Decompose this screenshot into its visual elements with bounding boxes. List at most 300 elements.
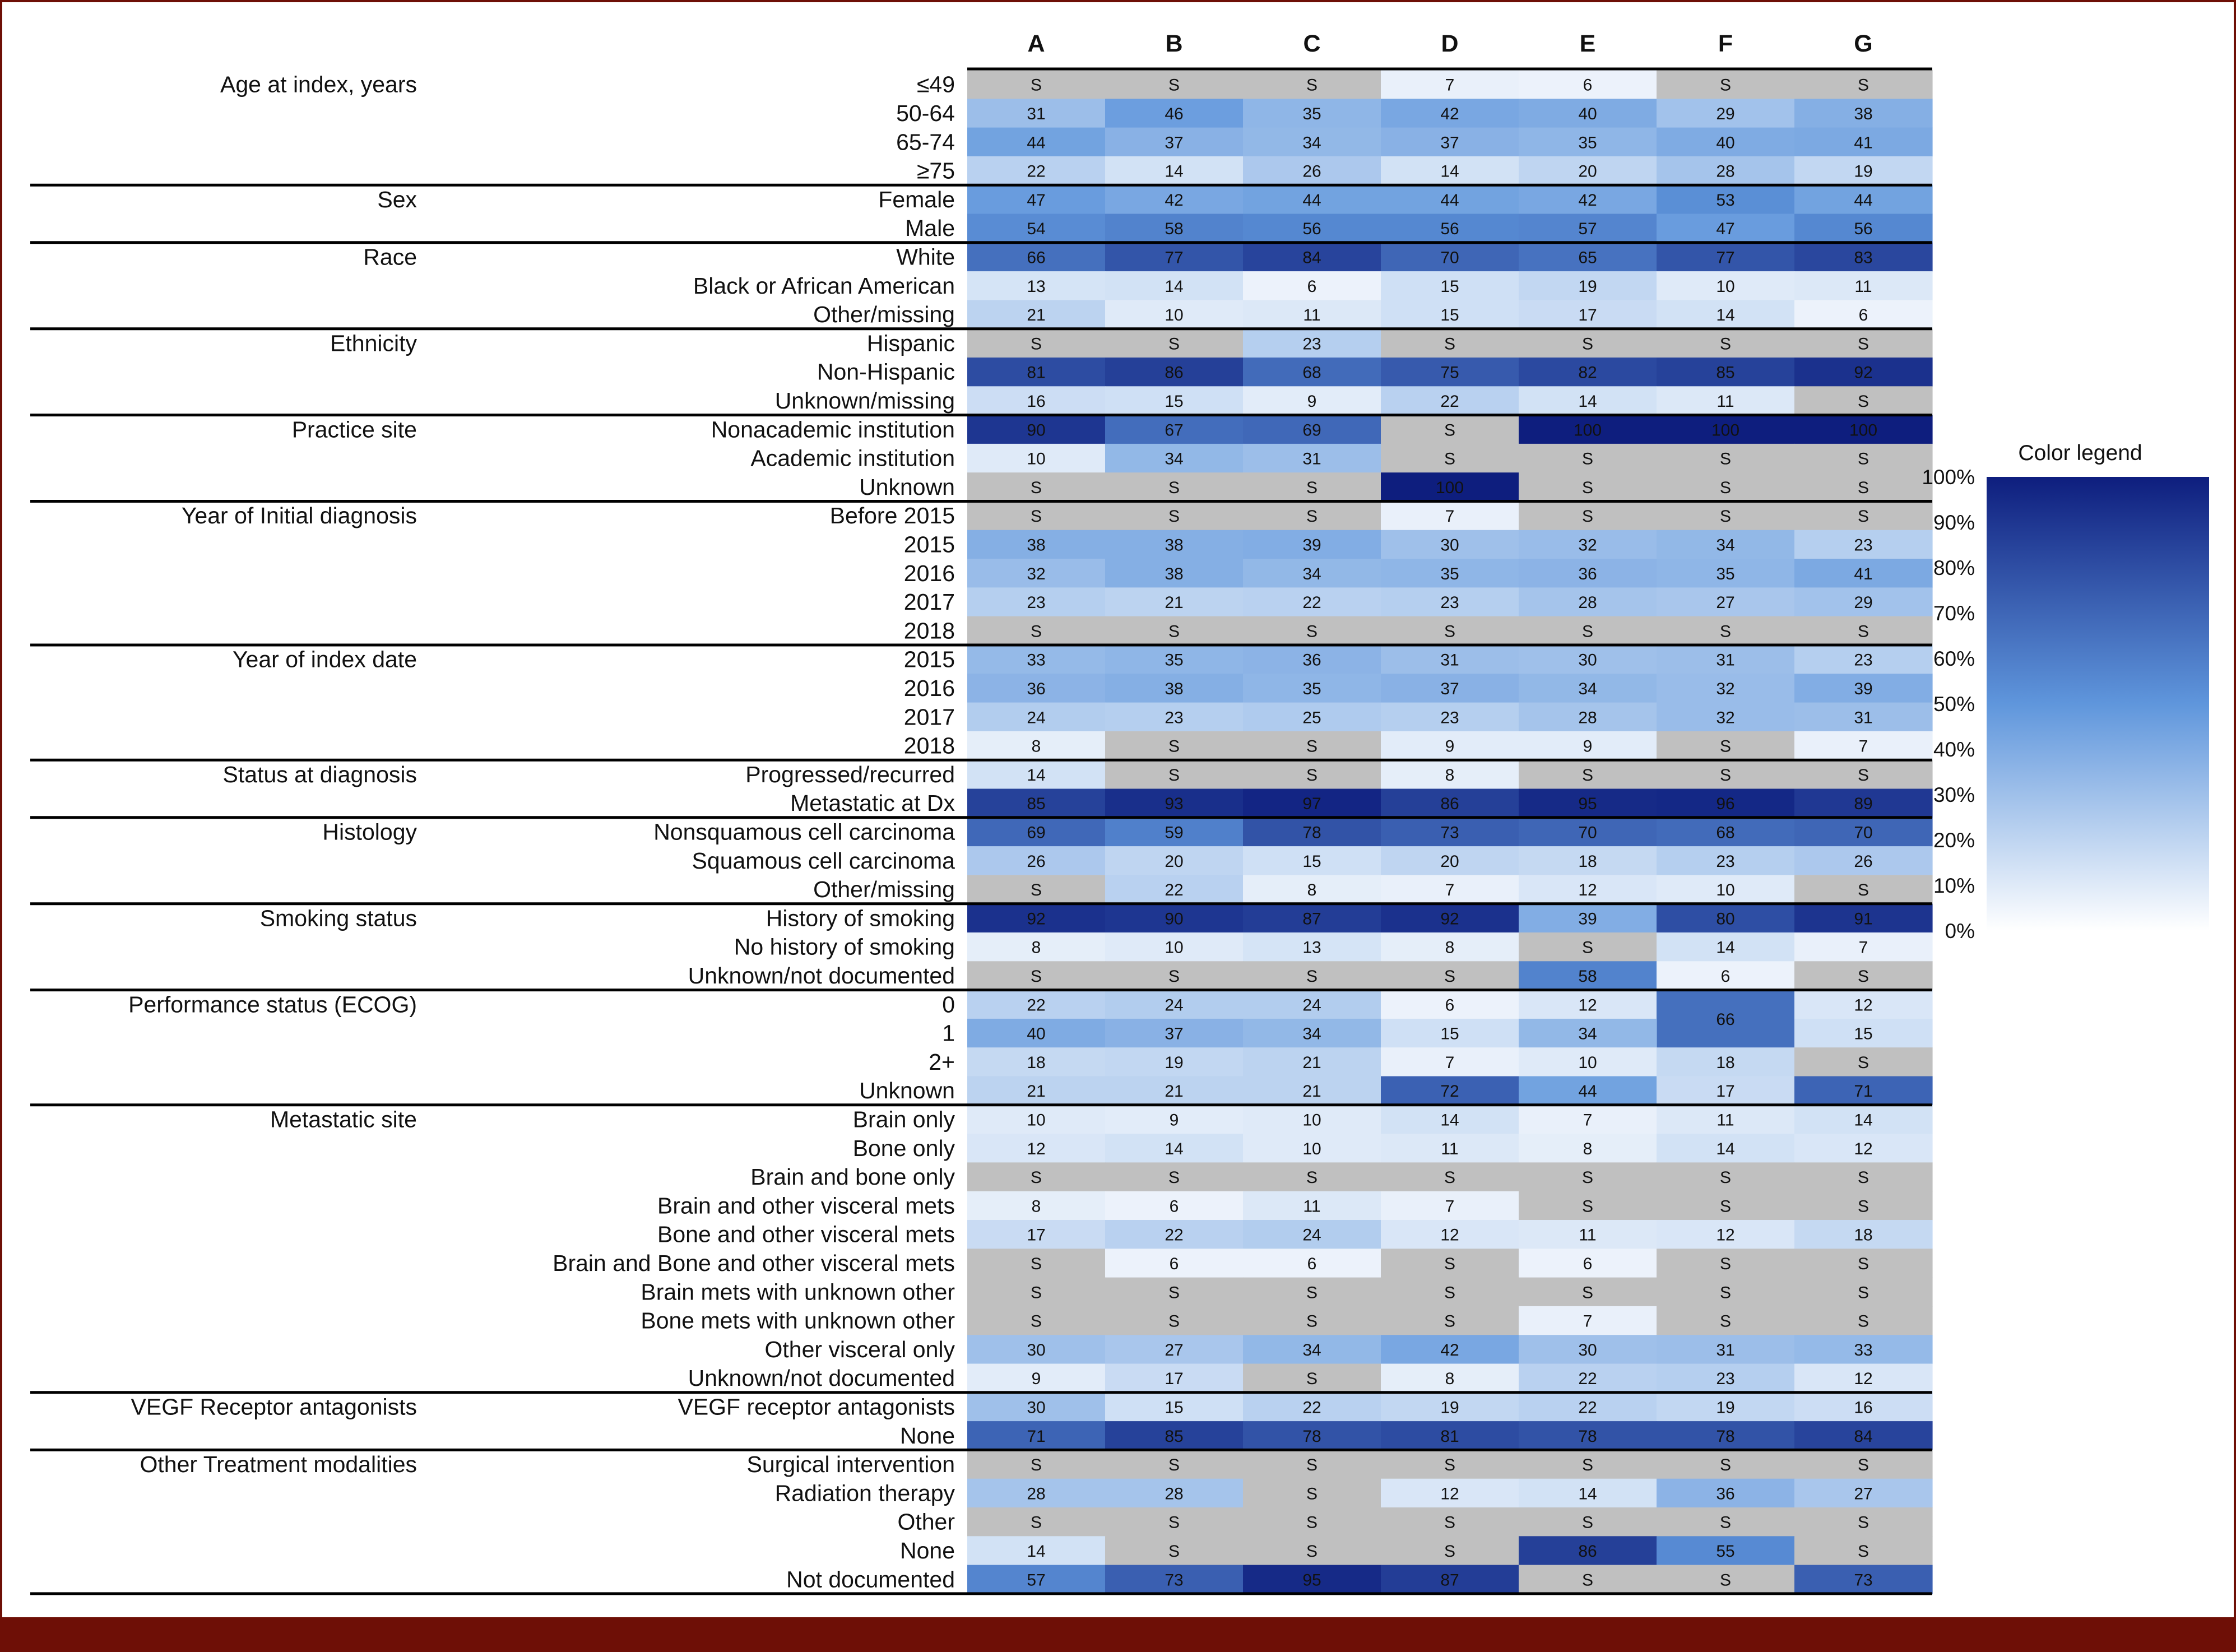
cell-value: 34 — [1165, 449, 1184, 468]
cell-value: 34 — [1578, 1024, 1597, 1043]
cell-value: 40 — [1027, 1024, 1046, 1043]
cell-value: 42 — [1440, 104, 1459, 123]
row-label: Unknown — [859, 1078, 955, 1104]
cell-value: 44 — [1302, 191, 1321, 210]
cell-value: 10 — [1578, 1053, 1597, 1072]
row-label: No history of smoking — [734, 934, 955, 960]
cell-value: S — [1581, 622, 1594, 641]
cell-value: 66 — [1027, 248, 1046, 267]
cell-value: 30 — [1027, 1398, 1046, 1417]
cell-value: S — [1306, 1542, 1318, 1561]
row-label: White — [896, 244, 955, 270]
cell-value: 26 — [1027, 852, 1046, 871]
cell-value: 22 — [1302, 1398, 1321, 1417]
cell-value: 41 — [1854, 133, 1873, 152]
cell-value: S — [1168, 478, 1180, 497]
cell-value: 86 — [1578, 1542, 1597, 1561]
cell-value: 13 — [1027, 277, 1046, 296]
cell-value: S — [1168, 1168, 1180, 1187]
cell-value: 90 — [1027, 421, 1046, 440]
row-label: 2016 — [903, 560, 955, 586]
cell-value: 31 — [1854, 708, 1873, 727]
cell-value: 11 — [1717, 392, 1734, 411]
cell-value: 22 — [1578, 1370, 1597, 1389]
cell-value: 8 — [1445, 938, 1455, 957]
cell-value: S — [1719, 737, 1732, 756]
cell-value: 7 — [1858, 938, 1868, 957]
legend-tick-label: 40% — [1933, 738, 1975, 761]
cell-value: 55 — [1716, 1542, 1735, 1561]
cell-value: 31 — [1027, 104, 1046, 123]
cell-value: 40 — [1578, 104, 1597, 123]
legend-tick-label: 10% — [1933, 874, 1975, 897]
cell-value: 8 — [1307, 881, 1317, 900]
cell-value: 14 — [1716, 306, 1735, 325]
cell-value: 84 — [1302, 248, 1321, 267]
cell-value: 69 — [1302, 421, 1321, 440]
row-label: Academic institution — [750, 445, 955, 471]
cell-value: 65 — [1578, 248, 1597, 267]
cell-value: 6 — [1858, 306, 1868, 325]
cell-value: 36 — [1027, 679, 1046, 698]
row-label: Bone only — [852, 1135, 955, 1161]
cell-value: 75 — [1440, 363, 1459, 382]
row-label: Hispanic — [866, 330, 955, 356]
cell-value: 19 — [1854, 162, 1873, 181]
heatmap-chart — [2, 2, 2236, 1652]
cell-value: 10 — [1302, 1139, 1321, 1158]
cell-value: 12 — [1027, 1139, 1046, 1158]
cell-value: 17 — [1027, 1226, 1046, 1245]
cell-value: 95 — [1578, 795, 1597, 814]
cell-value: 14 — [1716, 1139, 1735, 1158]
cell-value: S — [1168, 737, 1180, 756]
cell-value: 23 — [1440, 593, 1459, 612]
cell-value: 9 — [1307, 392, 1317, 411]
cell-value: 93 — [1165, 795, 1184, 814]
cell-value: 8 — [1031, 1197, 1041, 1216]
cell-value: S — [1306, 1456, 1318, 1475]
cell-value: S — [1857, 335, 1869, 354]
cell-value: S — [1857, 967, 1869, 986]
cell-value: 22 — [1165, 881, 1184, 900]
cell-value: 18 — [1578, 852, 1597, 871]
cell-value: 9 — [1583, 737, 1593, 756]
cell-value: 6 — [1583, 1254, 1593, 1273]
cell-value: 73 — [1440, 823, 1459, 842]
cell-value: S — [1444, 1312, 1456, 1331]
row-label: 2+ — [929, 1048, 955, 1075]
cell-value: S — [1444, 1283, 1456, 1302]
column-header-d: D — [1441, 30, 1459, 57]
cell-value: 38 — [1027, 536, 1046, 555]
cell-value: 56 — [1302, 220, 1321, 239]
cell-value: S — [1030, 478, 1042, 497]
cell-value: 14 — [1165, 1139, 1184, 1158]
cell-value: S — [1030, 1456, 1042, 1475]
cell-value: 68 — [1716, 823, 1735, 842]
cell-value: 78 — [1716, 1427, 1735, 1446]
cell-value: 56 — [1854, 220, 1873, 239]
cell-value: 21 — [1302, 1082, 1321, 1101]
cell-value: 7 — [1445, 881, 1455, 900]
cell-value: S — [1030, 1312, 1042, 1331]
row-label: Black or African American — [693, 272, 955, 299]
cell-value: S — [1581, 1513, 1594, 1532]
cell-value: 28 — [1578, 708, 1597, 727]
cell-value: S — [1168, 622, 1180, 641]
cell-value: 54 — [1027, 220, 1046, 239]
cell-value: S — [1168, 507, 1180, 526]
row-label: Other/missing — [813, 301, 955, 328]
cell-value: 11 — [1579, 1226, 1597, 1245]
cell-value: 22 — [1578, 1398, 1597, 1417]
column-header-g: G — [1854, 30, 1873, 57]
group-label: Year of Initial diagnosis — [181, 503, 417, 529]
cell-value: S — [1857, 1053, 1869, 1072]
cell-value: S — [1168, 1312, 1180, 1331]
row-label: 2016 — [903, 675, 955, 701]
cell-value: S — [1857, 392, 1869, 411]
cell-value: S — [1719, 335, 1732, 354]
cell-value: 84 — [1854, 1427, 1873, 1446]
cell-value: 44 — [1854, 191, 1873, 210]
heatmap-cells — [967, 70, 1933, 1594]
cell-value: S — [1857, 1456, 1869, 1475]
row-label: Bone mets with unknown other — [641, 1307, 955, 1334]
cell-value: 42 — [1165, 191, 1184, 210]
group-label: Histology — [322, 819, 417, 845]
cell-value: 70 — [1440, 248, 1459, 267]
cell-value: 47 — [1716, 220, 1735, 239]
cell-value: S — [1306, 1312, 1318, 1331]
cell-value: 34 — [1716, 536, 1735, 555]
cell-value: S — [1857, 1312, 1869, 1331]
cell-value: 100 — [1435, 478, 1464, 497]
row-label: ≤49 — [916, 71, 955, 98]
cell-value: 85 — [1027, 795, 1046, 814]
cell-value: S — [1581, 1283, 1594, 1302]
cell-value: 7 — [1445, 76, 1455, 95]
cell-value: 83 — [1854, 248, 1873, 267]
cell-value: 13 — [1302, 938, 1321, 957]
row-label: Non-Hispanic — [817, 359, 955, 385]
cell-value: S — [1168, 335, 1180, 354]
legend-tick-label: 20% — [1933, 829, 1975, 852]
cell-value: 7 — [1583, 1111, 1593, 1130]
cell-value: 14 — [1165, 277, 1184, 296]
row-label: Brain and Bone and other visceral mets — [553, 1250, 955, 1276]
cell-value: 92 — [1854, 363, 1873, 382]
cell-value: 6 — [1169, 1254, 1179, 1273]
cell-value: S — [1581, 507, 1594, 526]
cell-value: 11 — [1441, 1139, 1459, 1158]
cell-value: 15 — [1440, 277, 1459, 296]
cell-value: 7 — [1583, 1312, 1593, 1331]
cell-value: S — [1857, 76, 1869, 95]
cell-value: 31 — [1716, 1340, 1735, 1359]
row-label: Surgical intervention — [746, 1451, 955, 1478]
cell-value: S — [1306, 967, 1318, 986]
cell-value: 66 — [1716, 1010, 1735, 1029]
cell-value: 6 — [1169, 1197, 1179, 1216]
cell-value: S — [1444, 1513, 1456, 1532]
cell-value: 58 — [1578, 967, 1597, 986]
group-label: Sex — [377, 186, 417, 212]
cell-value: 56 — [1440, 220, 1459, 239]
cell-value: 86 — [1165, 363, 1184, 382]
cell-value: 80 — [1716, 909, 1735, 929]
row-label: Female — [878, 186, 955, 212]
row-label: History of smoking — [766, 905, 955, 931]
row-label: Other — [897, 1509, 955, 1535]
cell-value: S — [1581, 1168, 1594, 1187]
cell-value: 23 — [1854, 651, 1873, 670]
cell-value: 7 — [1445, 507, 1455, 526]
row-label: Not documented — [786, 1566, 955, 1593]
row-label: VEGF receptor antagonists — [678, 1394, 955, 1420]
cell-value: 25 — [1302, 708, 1321, 727]
cell-value: S — [1857, 765, 1869, 785]
cell-value: S — [1719, 1168, 1732, 1187]
cell-value: 6 — [1720, 967, 1731, 986]
row-label: Nonsquamous cell carcinoma — [653, 819, 955, 845]
cell-value: 39 — [1578, 909, 1597, 929]
cell-value: 27 — [1165, 1340, 1184, 1359]
cell-value: 16 — [1854, 1398, 1873, 1417]
cell-value: S — [1857, 1168, 1869, 1187]
cell-value: 38 — [1165, 564, 1184, 583]
cell-value: S — [1857, 1197, 1869, 1216]
row-label: 2018 — [903, 732, 955, 759]
cell-value: 21 — [1027, 1082, 1046, 1101]
group-label: Ethnicity — [330, 330, 417, 356]
row-label: 2017 — [903, 589, 955, 615]
legend-gradient-bar — [1987, 477, 2209, 931]
legend-tick-label: 80% — [1933, 556, 1975, 579]
cell-value: S — [1306, 507, 1318, 526]
cell-value: S — [1444, 1542, 1456, 1561]
cell-value: 35 — [1165, 651, 1184, 670]
cell-value: 24 — [1027, 708, 1046, 727]
cell-value: 95 — [1302, 1571, 1321, 1590]
cell-value: 8 — [1583, 1139, 1593, 1158]
cell-value: 90 — [1165, 909, 1184, 929]
cell-value: 39 — [1854, 679, 1873, 698]
row-label: None — [899, 1537, 955, 1563]
cell-value: S — [1306, 1283, 1318, 1302]
cell-value: 23 — [1027, 593, 1046, 612]
cell-value: 6 — [1583, 76, 1593, 95]
cell-value: 8 — [1445, 765, 1455, 785]
cell-value: 34 — [1302, 133, 1321, 152]
row-label: Brain mets with unknown other — [641, 1279, 955, 1305]
cell-value: 26 — [1302, 162, 1321, 181]
cell-value: 36 — [1302, 651, 1321, 670]
cell-value: 82 — [1578, 363, 1597, 382]
cell-value: S — [1306, 1484, 1318, 1503]
row-label: 50-64 — [896, 100, 955, 126]
cell-value: 34 — [1578, 679, 1597, 698]
cell-value: S — [1306, 1513, 1318, 1532]
cell-value: 14 — [1440, 1111, 1459, 1130]
cell-value: 12 — [1440, 1226, 1459, 1245]
cell-value: S — [1168, 1542, 1180, 1561]
cell-value: 92 — [1027, 909, 1046, 929]
cell-value: 32 — [1716, 708, 1735, 727]
column-header-c: C — [1303, 30, 1321, 57]
cell-value: 18 — [1027, 1053, 1046, 1072]
cell-value: S — [1581, 449, 1594, 468]
cell-value: 10 — [1716, 277, 1735, 296]
row-label: Before 2015 — [829, 503, 955, 529]
cell-value: 68 — [1302, 363, 1321, 382]
cell-value: 47 — [1027, 191, 1046, 210]
cell-value: 15 — [1854, 1024, 1873, 1043]
cell-value: 10 — [1165, 938, 1184, 957]
group-label: Performance status (ECOG) — [128, 991, 417, 1018]
cell-value: 11 — [1717, 1111, 1734, 1130]
cell-value: S — [1857, 449, 1869, 468]
cell-value: 14 — [1578, 392, 1597, 411]
cell-value: S — [1030, 76, 1042, 95]
row-label: None — [899, 1422, 955, 1449]
cell-value: 23 — [1716, 852, 1735, 871]
cell-value: S — [1030, 1254, 1042, 1273]
cell-value: 87 — [1440, 1571, 1459, 1590]
cell-value: 21 — [1027, 306, 1046, 325]
cell-value: 19 — [1578, 277, 1597, 296]
cell-value: 35 — [1716, 564, 1735, 583]
cell-value: 22 — [1302, 593, 1321, 612]
column-header-e: E — [1579, 30, 1596, 57]
cell-value: 6 — [1307, 1254, 1317, 1273]
cell-value: S — [1719, 622, 1732, 641]
cell-value: S — [1030, 1283, 1042, 1302]
column-headers — [1027, 30, 1872, 57]
cell-value: S — [1306, 478, 1318, 497]
cell-value: S — [1719, 765, 1732, 785]
row-label: 2018 — [903, 618, 955, 644]
column-header-b: B — [1165, 30, 1183, 57]
cell-value: 23 — [1165, 708, 1184, 727]
cell-value: 9 — [1445, 737, 1455, 756]
cell-value: S — [1030, 881, 1042, 900]
cell-value: S — [1444, 1168, 1456, 1187]
group-label: Metastatic site — [270, 1106, 417, 1133]
cell-value: 37 — [1440, 679, 1459, 698]
cell-value: S — [1306, 737, 1318, 756]
cell-value: S — [1444, 335, 1456, 354]
cell-value: S — [1306, 76, 1318, 95]
cell-value: 15 — [1165, 392, 1184, 411]
cell-value: 36 — [1716, 1484, 1735, 1503]
cell-value: 35 — [1440, 564, 1459, 583]
cell-value: 92 — [1440, 909, 1459, 929]
cell-value: S — [1030, 1513, 1042, 1532]
cell-value: 9 — [1031, 1370, 1041, 1389]
cell-value: 22 — [1165, 1226, 1184, 1245]
cell-value: 15 — [1302, 852, 1321, 871]
cell-value: 97 — [1302, 795, 1321, 814]
group-label: Status at diagnosis — [222, 761, 417, 787]
cell-value: 23 — [1302, 335, 1321, 354]
cell-value: 42 — [1578, 191, 1597, 210]
cell-value: 77 — [1716, 248, 1735, 267]
cell-value: 69 — [1027, 823, 1046, 842]
cell-value: S — [1444, 421, 1456, 440]
cell-value: S — [1857, 881, 1869, 900]
cell-value: 40 — [1716, 133, 1735, 152]
row-label: Unknown/not documented — [688, 1365, 955, 1391]
cell-value: 21 — [1302, 1053, 1321, 1072]
cell-value: 35 — [1302, 104, 1321, 123]
cell-value: 10 — [1165, 306, 1184, 325]
cell-value: 38 — [1854, 104, 1873, 123]
cell-value: 14 — [1027, 1542, 1046, 1561]
cell-value: S — [1719, 478, 1732, 497]
cell-value: 32 — [1027, 564, 1046, 583]
cell-value: 6 — [1307, 277, 1317, 296]
cell-value: 42 — [1440, 1340, 1459, 1359]
cell-value: 57 — [1578, 220, 1597, 239]
cell-value: 23 — [1854, 536, 1873, 555]
cell-value: 33 — [1854, 1340, 1873, 1359]
column-header-f: F — [1718, 30, 1733, 57]
cell-value: 14 — [1578, 1484, 1597, 1503]
row-label: Brain and other visceral mets — [657, 1192, 955, 1219]
cell-value: 29 — [1854, 593, 1873, 612]
cell-value: 12 — [1716, 1226, 1735, 1245]
cell-value: 19 — [1716, 1398, 1735, 1417]
row-label: Metastatic at Dx — [790, 790, 955, 816]
cell-value: 34 — [1302, 1024, 1321, 1043]
cell-value: S — [1030, 335, 1042, 354]
cell-value: 37 — [1440, 133, 1459, 152]
cell-value: 100 — [1711, 421, 1740, 440]
cell-value: 35 — [1578, 133, 1597, 152]
cell-value: 70 — [1854, 823, 1873, 842]
cell-value: 12 — [1854, 1139, 1873, 1158]
cell-value: 17 — [1165, 1370, 1184, 1389]
cell-value: 21 — [1165, 593, 1184, 612]
cell-value: S — [1857, 1283, 1869, 1302]
cell-value: S — [1719, 449, 1732, 468]
cell-value: S — [1857, 1254, 1869, 1273]
cell-value: 57 — [1027, 1571, 1046, 1590]
cell-value: S — [1168, 967, 1180, 986]
cell-value: 77 — [1165, 248, 1184, 267]
cell-value: S — [1857, 1513, 1869, 1532]
cell-value: 17 — [1578, 306, 1597, 325]
cell-value: 24 — [1302, 1226, 1321, 1245]
legend-tick-label: 90% — [1933, 511, 1975, 534]
cell-value: S — [1719, 1456, 1732, 1475]
cell-value: S — [1168, 76, 1180, 95]
cell-value: S — [1581, 1571, 1594, 1590]
cell-value: S — [1719, 507, 1732, 526]
cell-value: 41 — [1854, 564, 1873, 583]
cell-value: 22 — [1440, 392, 1459, 411]
cell-value: 44 — [1440, 191, 1459, 210]
cell-value: 71 — [1854, 1082, 1873, 1101]
cell-value: S — [1719, 1513, 1732, 1532]
group-label: Age at index, years — [220, 71, 417, 98]
cell-value: 14 — [1027, 765, 1046, 785]
cell-value: 85 — [1716, 363, 1735, 382]
cell-value: S — [1719, 76, 1732, 95]
cell-value: 44 — [1578, 1082, 1597, 1101]
